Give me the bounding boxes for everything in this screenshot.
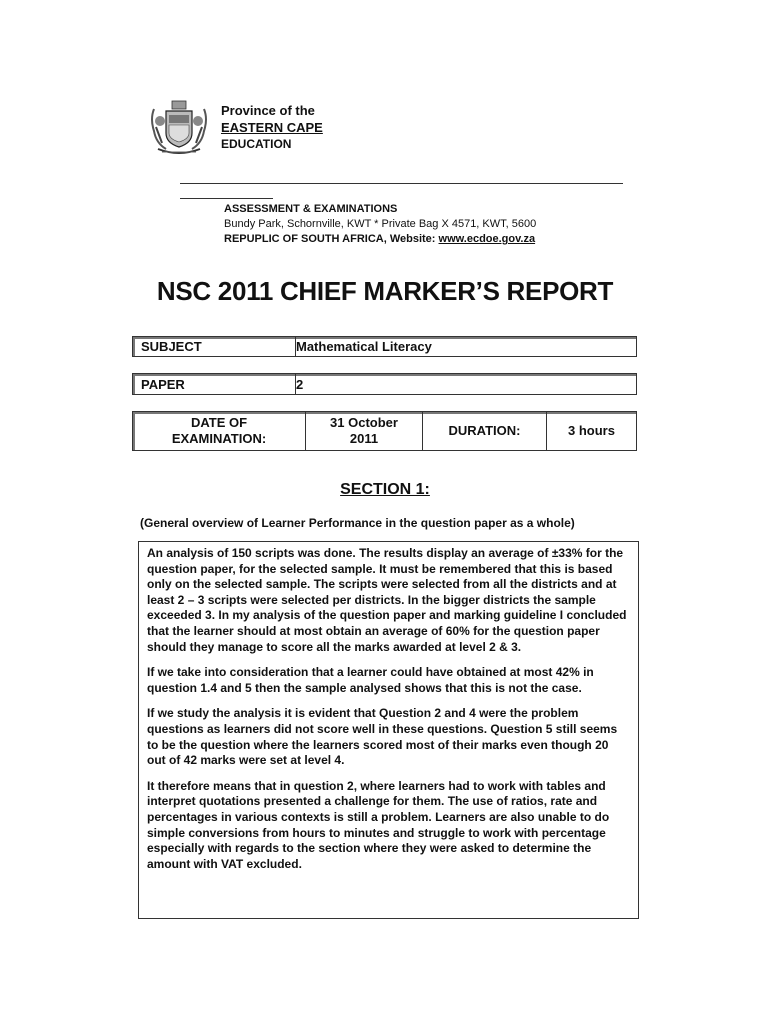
date-label-line1: DATE OF [190, 415, 248, 430]
dept-title: ASSESSMENT & EXAMINATIONS [224, 203, 398, 215]
exam-info-row [132, 411, 637, 451]
divider-short [180, 198, 273, 199]
report-title: NSC 2011 CHIEF MARKER’S REPORT [156, 276, 614, 306]
coat-of-arms-logo [146, 99, 212, 157]
date-label [133, 412, 306, 450]
section-subtitle: (General overview of Learner Performance in the question paper as a whole) [140, 516, 575, 530]
country-text: REPUPLIC OF SOUTH AFRICA, Website: [224, 233, 439, 245]
overview-paragraph: If we study the analysis it is evident that Question 2 and 4 were the problem questions as learners did not score well in these questions. Question 5 still seems to be the question where the learners scored most of their marks even though 20 out of 42 marks were set at level 4. [147, 706, 618, 768]
duration-value: 3 hours [568, 423, 615, 438]
province-line: Province of the [221, 103, 315, 118]
country-line [224, 232, 536, 247]
postal-address: Bundy Park, Schornville, KWT * Private Bag X 4571, KWT, 5600 [224, 218, 537, 230]
province-block [221, 102, 323, 153]
divider [180, 183, 623, 184]
overview-paragraph: It therefore means that in question 2, where learners had to work with tables and interpret quotations presented a challenge for them. The use of ratios, rate and percentages in various contexts is still a problem. Learners are also unable to do simple conversions from hours to minutes and struggle to work with percentage especially with regards to the section where they were asked to determine the amount with VAT excluded. [147, 778, 610, 871]
website-link[interactable]: www.ecdoe.gov.za [438, 233, 536, 245]
date-value-line1: 31 October [330, 415, 398, 430]
address-block [224, 202, 536, 247]
date-value [306, 412, 423, 450]
section-heading: SECTION 1: [340, 481, 430, 498]
date-value-line2: 2011 [349, 431, 379, 446]
overview-box [138, 541, 639, 919]
overview-paragraph: An analysis of 150 scripts was done. The results display an average of ±33% for the question paper, for the selected sample. It must be remembered that this is based only on the selected sample. The scripts were selected from all the districts and at least 2 – 3 scripts were selected per districts. In the bigger districts the sample exceeded 3. In my analysis of the question paper and marking guideline I concluded that the learner should at most obtain an average of 60% for the question paper should they manage to score all the marks awarded at level 2 & 3. [147, 546, 627, 654]
date-label-line2: EXAMINATION: [171, 431, 267, 446]
subject-label: SUBJECT [133, 337, 296, 356]
overview-paragraph: If we take into consideration that a learner could have obtained at most 42% in question 1.4 and 5 then the sample analysed shows that this is not the case. [147, 665, 594, 695]
subject-value: Mathematical Literacy [296, 339, 432, 354]
paper-label: PAPER [133, 374, 296, 394]
duration-label: DURATION: [423, 412, 547, 450]
subject-row [132, 336, 637, 357]
paper-value: 2 [296, 376, 304, 392]
province-name: EASTERN CAPE [221, 120, 323, 135]
department-name: EDUCATION [221, 137, 292, 151]
paper-row [132, 373, 637, 395]
